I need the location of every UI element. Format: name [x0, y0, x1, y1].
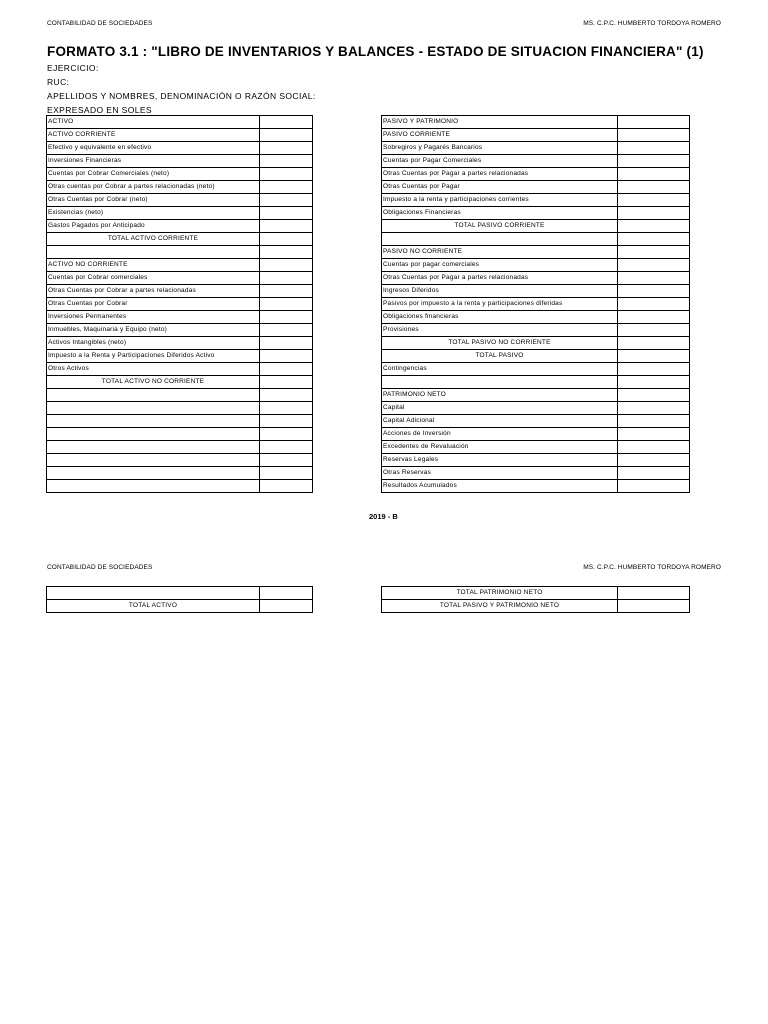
table-row	[382, 116, 690, 129]
row-value-cell[interactable]	[618, 600, 690, 613]
row-label: TOTAL PATRIMONIO NETO	[382, 587, 618, 600]
table-row	[47, 415, 313, 428]
row-label: Gastos Pagados por Anticipado	[47, 220, 260, 233]
table-row	[47, 428, 313, 441]
row-label: PATRIMONIO NETO	[382, 389, 618, 402]
table-row	[47, 298, 313, 311]
table-row	[47, 285, 313, 298]
page-title: FORMATO 3.1 : "LIBRO DE INVENTARIOS Y BALANCES - ESTADO DE SITUACION FINANCIERA" (1)	[47, 44, 704, 59]
row-value-cell[interactable]	[618, 350, 690, 363]
row-value-cell[interactable]	[618, 285, 690, 298]
row-label: Inmuebles, Maquinaria y Equipo (neto)	[47, 324, 260, 337]
row-label: Otras Reservas	[382, 467, 618, 480]
row-label: Cuentas por pagar comerciales	[382, 259, 618, 272]
table-row	[47, 272, 313, 285]
row-label	[382, 376, 618, 389]
table-row	[47, 454, 313, 467]
table-row	[47, 168, 313, 181]
table-row	[382, 587, 690, 600]
row-label: Cuentas por Cobrar Comerciales (neto)	[47, 168, 260, 181]
row-label: Acciones de Inversión	[382, 428, 618, 441]
row-label: Provisiones	[382, 324, 618, 337]
row-label: PASIVO CORRIENTE	[382, 129, 618, 142]
row-label: Obligaciones Financieras	[382, 207, 618, 220]
row-label: Impuesto a la renta y participaciones corrientes	[382, 194, 618, 207]
row-value-cell[interactable]	[260, 194, 313, 207]
row-label	[47, 454, 260, 467]
row-value-cell[interactable]	[260, 116, 313, 129]
table-row	[47, 259, 313, 272]
row-label: Otras Cuentas por Cobrar	[47, 298, 260, 311]
table-row	[47, 233, 313, 246]
row-label	[47, 480, 260, 493]
table-row	[382, 337, 690, 350]
table-row	[47, 363, 313, 376]
table-row	[382, 311, 690, 324]
header-right: MS. C.P.C. HUMBERTO TORDOYA ROMERO	[583, 20, 721, 27]
row-value-cell[interactable]	[260, 220, 313, 233]
activo-table	[46, 115, 313, 493]
row-value-cell[interactable]	[618, 402, 690, 415]
table-row	[382, 194, 690, 207]
period-label: 2019 - B	[369, 512, 398, 521]
ejercicio-label: EJERCICIO:	[47, 63, 99, 73]
row-value-cell[interactable]	[618, 220, 690, 233]
row-label	[47, 415, 260, 428]
row-value-cell[interactable]	[260, 324, 313, 337]
row-value-cell[interactable]	[618, 415, 690, 428]
razon-social-label: APELLIDOS Y NOMBRES, DENOMINACIÓN O RAZÓN SOCIAL:	[47, 91, 316, 101]
row-value-cell[interactable]	[618, 441, 690, 454]
row-value-cell[interactable]	[260, 441, 313, 454]
row-label: Otras Cuentas por Cobrar a partes relacionadas	[47, 285, 260, 298]
table-row	[47, 389, 313, 402]
row-label: Otros Activos	[47, 363, 260, 376]
row-value-cell[interactable]	[260, 207, 313, 220]
row-label: TOTAL PASIVO CORRIENTE	[382, 220, 618, 233]
row-label: Pasivos por impuesto a la renta y participaciones diferidas	[382, 298, 618, 311]
row-value-cell[interactable]	[260, 181, 313, 194]
row-label: Capital Adicional	[382, 415, 618, 428]
row-value-cell[interactable]	[260, 454, 313, 467]
row-value-cell[interactable]	[260, 298, 313, 311]
row-label: Excedentes de Revaluación	[382, 441, 618, 454]
table-row	[382, 376, 690, 389]
table-row	[47, 600, 313, 613]
total-patrimonio-table	[381, 586, 690, 613]
row-label: Otras Cuentas por Pagar	[382, 181, 618, 194]
row-label: Inversiones Permanentes	[47, 311, 260, 324]
row-value-cell[interactable]	[618, 467, 690, 480]
row-label: TOTAL PASIVO NO CORRIENTE	[382, 337, 618, 350]
table-row	[382, 181, 690, 194]
row-label: Capital	[382, 402, 618, 415]
table-row	[382, 454, 690, 467]
row-value-cell[interactable]	[618, 246, 690, 259]
row-value-cell[interactable]	[260, 600, 313, 613]
row-value-cell[interactable]	[260, 480, 313, 493]
row-value-cell[interactable]	[618, 587, 690, 600]
table-row	[382, 246, 690, 259]
table-row	[47, 402, 313, 415]
row-label	[47, 246, 260, 259]
row-label: Impuesto a la Renta y Participaciones Diferidos Activo	[47, 350, 260, 363]
row-label: Contingencias	[382, 363, 618, 376]
row-label: Ingresos Diferidos	[382, 285, 618, 298]
row-value-cell[interactable]	[618, 480, 690, 493]
row-value-cell[interactable]	[618, 454, 690, 467]
table-row	[382, 259, 690, 272]
table-row	[382, 142, 690, 155]
row-value-cell[interactable]	[260, 389, 313, 402]
row-label: TOTAL ACTIVO NO CORRIENTE	[47, 376, 260, 389]
row-value-cell[interactable]	[618, 155, 690, 168]
row-value-cell[interactable]	[618, 376, 690, 389]
row-value-cell[interactable]	[618, 168, 690, 181]
table-row	[382, 233, 690, 246]
row-value-cell[interactable]	[260, 311, 313, 324]
table-row	[47, 116, 313, 129]
row-label	[47, 402, 260, 415]
row-value-cell[interactable]	[260, 363, 313, 376]
row-label: ACTIVO CORRIENTE	[47, 129, 260, 142]
table-row	[382, 298, 690, 311]
row-value-cell[interactable]	[260, 272, 313, 285]
row-value-cell[interactable]	[260, 376, 313, 389]
table-row	[47, 207, 313, 220]
row-value-cell[interactable]	[618, 272, 690, 285]
row-label: Existencias (neto)	[47, 207, 260, 220]
pasivo-table	[381, 115, 690, 493]
table-row	[47, 480, 313, 493]
table-row	[382, 129, 690, 142]
row-label: TOTAL PASIVO	[382, 350, 618, 363]
table-row	[47, 376, 313, 389]
table-row	[47, 350, 313, 363]
row-label	[382, 233, 618, 246]
table-row	[382, 600, 690, 613]
row-label	[47, 389, 260, 402]
row-label: Inversiones Financieras	[47, 155, 260, 168]
row-label: Obligaciones financieras	[382, 311, 618, 324]
header-left: CONTABILIDAD DE SOCIEDADES	[47, 20, 153, 27]
row-value-cell[interactable]	[618, 181, 690, 194]
row-label: Otras Cuentas por Pagar a partes relacionadas	[382, 272, 618, 285]
table-row	[47, 587, 313, 600]
table-row	[47, 467, 313, 480]
row-label: Otras Cuentas por Pagar a partes relacionadas	[382, 168, 618, 181]
row-label: Otras Cuentas por Cobrar (neto)	[47, 194, 260, 207]
row-value-cell[interactable]	[618, 207, 690, 220]
table-row	[382, 285, 690, 298]
row-label: Cuentas por Cobrar comerciales	[47, 272, 260, 285]
row-value-cell[interactable]	[260, 246, 313, 259]
row-value-cell[interactable]	[260, 337, 313, 350]
row-value-cell[interactable]	[260, 285, 313, 298]
table-row	[382, 415, 690, 428]
row-label: TOTAL PASIVO Y PATRIMONIO NETO	[382, 600, 618, 613]
row-value-cell[interactable]	[260, 467, 313, 480]
table-row	[382, 363, 690, 376]
row-value-cell[interactable]	[618, 337, 690, 350]
table-row	[382, 350, 690, 363]
table-row	[382, 168, 690, 181]
row-label	[47, 428, 260, 441]
row-value-cell[interactable]	[260, 233, 313, 246]
table-row	[382, 428, 690, 441]
row-label: Reservas Legales	[382, 454, 618, 467]
row-value-cell[interactable]	[618, 233, 690, 246]
table-row	[382, 480, 690, 493]
row-value-cell[interactable]	[260, 428, 313, 441]
table-row	[47, 337, 313, 350]
row-value-cell[interactable]	[618, 389, 690, 402]
table-row	[47, 194, 313, 207]
row-label: Resultados Acumulados	[382, 480, 618, 493]
row-label: PASIVO NO CORRIENTE	[382, 246, 618, 259]
table-row	[382, 272, 690, 285]
row-label	[47, 441, 260, 454]
row-value-cell[interactable]	[618, 194, 690, 207]
row-label: Sobregiros y Pagarés Bancarios	[382, 142, 618, 155]
row-label: Cuentas por Pagar Comerciales	[382, 155, 618, 168]
table-row	[382, 155, 690, 168]
row-value-cell[interactable]	[260, 259, 313, 272]
table-row	[47, 129, 313, 142]
row-value-cell[interactable]	[618, 129, 690, 142]
table-row	[47, 181, 313, 194]
row-value-cell[interactable]	[618, 259, 690, 272]
row-label: ACTIVO NO CORRIENTE	[47, 259, 260, 272]
table-row	[47, 220, 313, 233]
page2-header-right: MS. C.P.C. HUMBERTO TORDOYA ROMERO	[583, 564, 721, 571]
row-value-cell[interactable]	[618, 324, 690, 337]
row-value-cell[interactable]	[618, 116, 690, 129]
row-value-cell[interactable]	[618, 311, 690, 324]
total-activo-table	[46, 586, 313, 613]
table-row	[47, 311, 313, 324]
row-label: TOTAL ACTIVO CORRIENTE	[47, 233, 260, 246]
table-row	[382, 441, 690, 454]
row-value-cell[interactable]	[260, 587, 313, 600]
row-value-cell[interactable]	[260, 168, 313, 181]
row-label: Efectivo y equivalente en efectivo	[47, 142, 260, 155]
row-label: Otras cuentas por Cobrar a partes relacionadas (neto)	[47, 181, 260, 194]
table-row	[47, 324, 313, 337]
page2-header-left: CONTABILIDAD DE SOCIEDADES	[47, 564, 153, 571]
row-label: PASIVO Y PATRIMONIO	[382, 116, 618, 129]
row-value-cell[interactable]	[618, 363, 690, 376]
table-row	[47, 246, 313, 259]
row-value-cell[interactable]	[618, 428, 690, 441]
ruc-label: RUC:	[47, 77, 70, 87]
row-value-cell[interactable]	[618, 142, 690, 155]
table-row	[382, 402, 690, 415]
table-row	[382, 220, 690, 233]
row-value-cell[interactable]	[260, 142, 313, 155]
table-row	[382, 324, 690, 337]
row-value-cell[interactable]	[260, 129, 313, 142]
table-row	[47, 441, 313, 454]
row-label	[47, 587, 260, 600]
table-row	[382, 467, 690, 480]
table-row	[47, 142, 313, 155]
row-value-cell[interactable]	[260, 155, 313, 168]
expresado-label: EXPRESADO EN SOLES	[47, 105, 152, 115]
row-label: TOTAL ACTIVO	[47, 600, 260, 613]
row-value-cell[interactable]	[260, 415, 313, 428]
row-value-cell[interactable]	[260, 402, 313, 415]
row-label: Activos Intangibles (neto)	[47, 337, 260, 350]
table-row	[382, 207, 690, 220]
row-value-cell[interactable]	[618, 298, 690, 311]
table-row	[382, 389, 690, 402]
row-label	[47, 467, 260, 480]
row-value-cell[interactable]	[260, 350, 313, 363]
row-label: ACTIVO	[47, 116, 260, 129]
table-row	[47, 155, 313, 168]
